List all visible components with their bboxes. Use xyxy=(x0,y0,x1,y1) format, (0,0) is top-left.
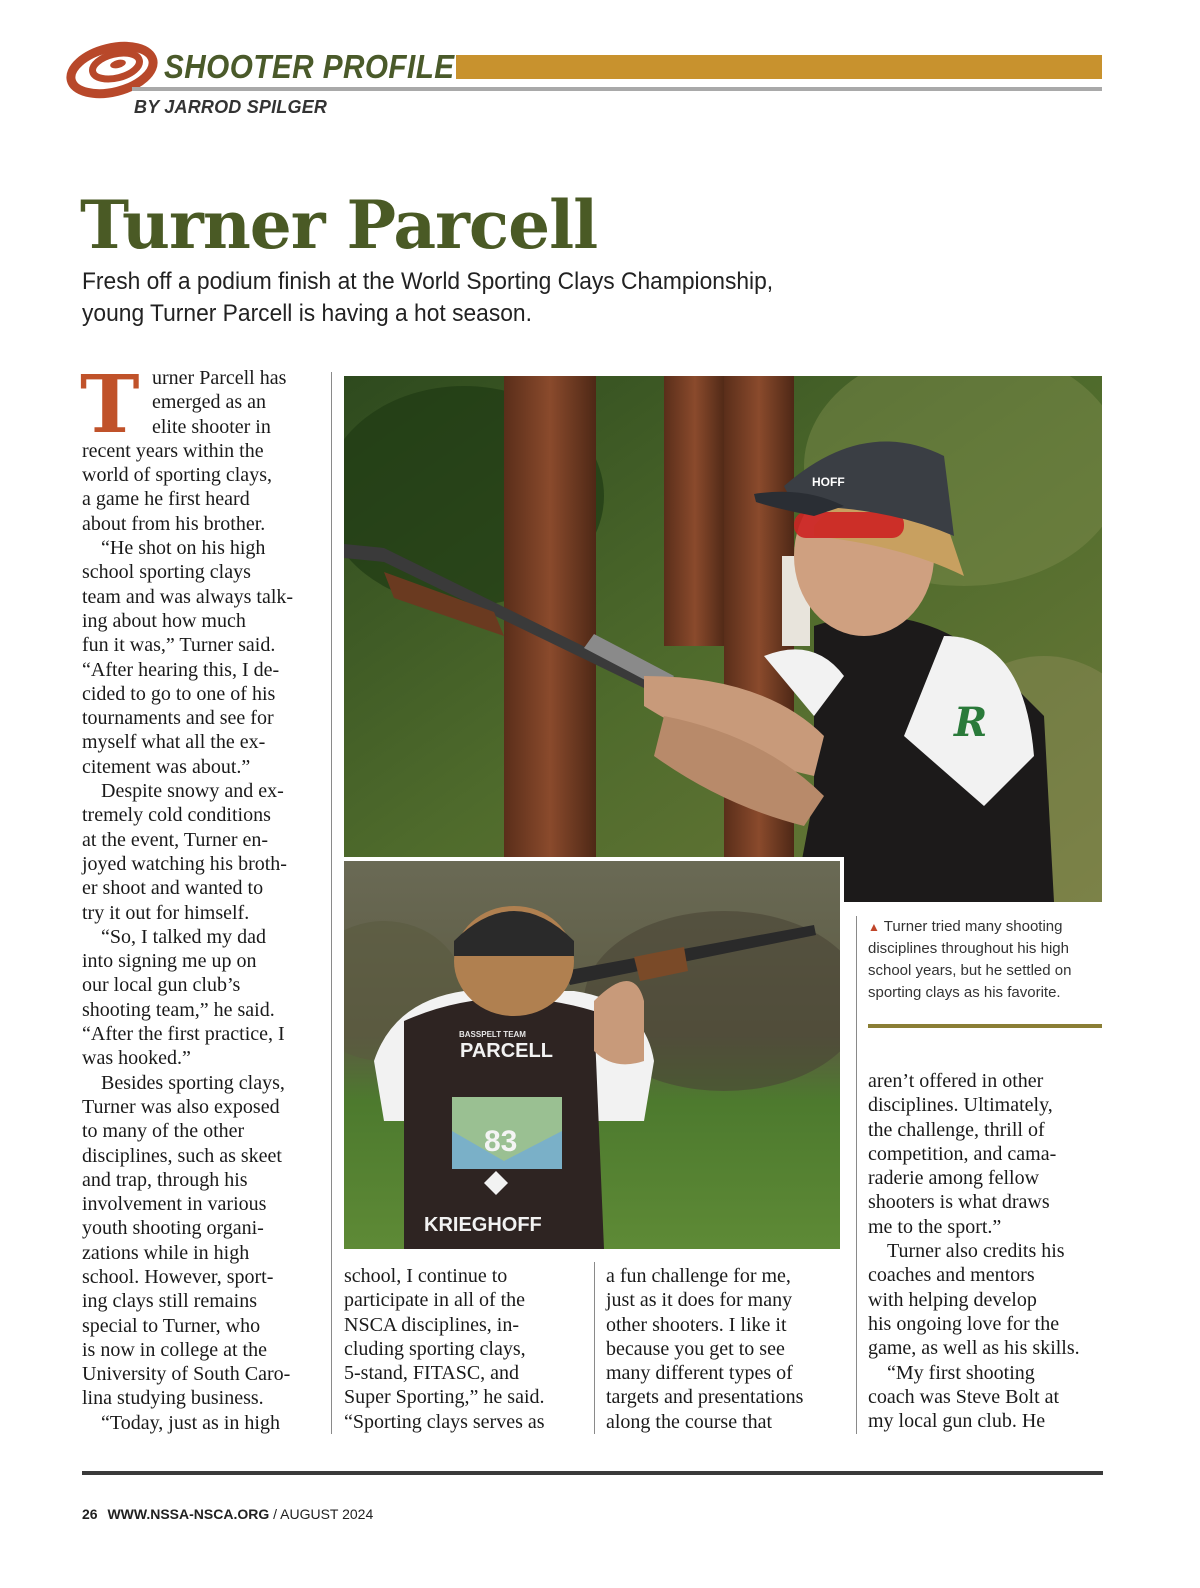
sleeve-logo: R xyxy=(954,699,988,746)
body-text-line: school. However, sport- xyxy=(82,1265,274,1288)
body-column-3 xyxy=(606,1264,846,1434)
body-text-line: about from his brother. xyxy=(82,512,266,535)
body-text-line: his ongoing love for the xyxy=(868,1312,1060,1335)
column-divider xyxy=(856,916,857,1434)
body-text-line: cided to go to one of his xyxy=(82,682,276,705)
jersey-team-text: BASSPELT TEAM xyxy=(459,1030,526,1039)
body-text-line: aren’t offered in other xyxy=(868,1070,1044,1092)
issue-date: / AUGUST 2024 xyxy=(273,1506,374,1522)
body-text-line: emerged as an xyxy=(152,391,267,414)
body-text-line: tremely cold conditions xyxy=(82,804,271,827)
body-text-line: raderie among fellow xyxy=(868,1167,1040,1190)
body-text-line: world of sporting clays, xyxy=(82,464,272,487)
body-text-line: many different types of xyxy=(606,1362,793,1385)
body-text-line: a fun challenge for me, xyxy=(606,1265,791,1287)
byline: BY JARROD SPILGER xyxy=(134,97,328,117)
body-text-line: tournaments and see for xyxy=(82,707,274,730)
body-text-line: school, I continue to xyxy=(344,1265,508,1287)
bib-number: 83 xyxy=(484,1125,518,1158)
body-text-line: er shoot and wanted to xyxy=(82,877,264,900)
body-text-line: University of South Caro- xyxy=(82,1363,291,1386)
body-text-line: because you get to see xyxy=(606,1337,785,1360)
body-text-line: urner Parcell has xyxy=(152,367,287,389)
body-text-line: citement was about.” xyxy=(82,755,251,778)
body-text-line: joyed watching his broth- xyxy=(82,852,287,875)
body-text-line: Super Sporting,” he said. xyxy=(344,1386,545,1409)
body-text-line: shooting team,” he said. xyxy=(82,998,275,1021)
caption-text: Turner tried many shooting disciplines throughout his high school years, but he settled on sporting clays as his favorite. xyxy=(868,918,1072,1001)
body-column-1 xyxy=(80,357,322,1435)
body-text-line: the challenge, thrill of xyxy=(868,1118,1045,1141)
body-text-line: involvement in various xyxy=(82,1193,267,1216)
body-text-line: is now in college at the xyxy=(82,1338,267,1361)
body-text-line: cluding sporting clays, xyxy=(344,1337,526,1360)
body-text-line: targets and presentations xyxy=(606,1386,804,1409)
photo-caption xyxy=(868,916,1098,1004)
section-title: SHOOTER PROFILE xyxy=(164,48,455,85)
body-text-line: “My first shooting xyxy=(887,1361,1035,1384)
body-text-line: our local gun club’s xyxy=(82,974,241,997)
body-text-line: “After hearing this, I de- xyxy=(82,658,280,681)
body-text-line: ing clays still remains xyxy=(82,1290,257,1313)
body-text-line: to many of the other xyxy=(82,1120,245,1143)
body-text-line: school sporting clays xyxy=(82,561,251,584)
body-text-line: “Today, just as in high xyxy=(101,1411,280,1434)
header-rule xyxy=(132,87,1102,91)
body-text-line: youth shooting organi- xyxy=(82,1217,264,1240)
column-divider xyxy=(594,1262,595,1434)
body-text-line: at the event, Turner en- xyxy=(82,828,269,851)
body-text-line: myself what all the ex- xyxy=(82,731,266,754)
body-text-line: ing about how much xyxy=(82,609,246,632)
column-divider xyxy=(331,372,332,1434)
body-text-line: just as it does for many xyxy=(606,1289,793,1312)
jersey-brand: KRIEGHOFF xyxy=(424,1214,542,1236)
body-text-line: other shooters. I like it xyxy=(606,1313,787,1336)
header-accent-bar xyxy=(456,55,1102,79)
body-text-line: zations while in high xyxy=(82,1241,250,1264)
body-text-line: me to the sport.” xyxy=(868,1215,1002,1238)
body-text-line: fun it was,” Turner said. xyxy=(82,634,276,657)
body-column-4 xyxy=(868,1069,1108,1433)
body-text-line: Turner was also exposed xyxy=(82,1095,280,1118)
body-text-line: disciplines. Ultimately, xyxy=(868,1094,1053,1117)
body-text-line: special to Turner, who xyxy=(82,1314,261,1337)
body-text-line: my local gun club. He xyxy=(868,1410,1046,1433)
body-text-line: competition, and cama- xyxy=(868,1142,1057,1165)
body-text-line: Turner also credits his xyxy=(887,1240,1065,1263)
body-text-line: elite shooter in xyxy=(152,415,271,438)
body-text-line: into signing me up on xyxy=(82,950,257,973)
body-text-line: with helping develop xyxy=(868,1288,1037,1311)
body-text-line: “So, I talked my dad xyxy=(101,925,266,948)
drop-cap: T xyxy=(80,357,140,451)
photo-shooter-back xyxy=(344,857,844,1249)
body-text-line: recent years within the xyxy=(82,439,264,462)
body-text-line: a game he first heard xyxy=(82,488,250,511)
body-text-line: Besides sporting clays, xyxy=(101,1071,285,1094)
clay-target-logo-icon xyxy=(66,40,158,102)
triangle-up-icon: ▲ xyxy=(868,920,880,934)
body-text-line: coaches and mentors xyxy=(868,1264,1035,1287)
jersey-name: PARCELL xyxy=(460,1040,553,1062)
body-text-line: coach was Steve Bolt at xyxy=(868,1385,1060,1408)
page-footer xyxy=(82,1506,373,1522)
body-text-line: and trap, through his xyxy=(82,1168,248,1191)
footer-rule xyxy=(82,1471,1103,1475)
body-text-line: game, as well as his skills. xyxy=(868,1337,1080,1360)
body-text-line: disciplines, such as skeet xyxy=(82,1144,282,1167)
body-column-2 xyxy=(344,1264,584,1434)
article-title: Turner Parcell xyxy=(80,186,598,264)
body-text-line: team and was always talk- xyxy=(82,585,294,608)
article-deck: Fresh off a podium finish at the World Sporting Clays Championship, young Turner Parcell is having a hot season. xyxy=(82,268,774,327)
body-text-line: Despite snowy and ex- xyxy=(101,780,284,803)
body-text-line: shooters is what draws xyxy=(868,1191,1050,1214)
body-text-line: lina studying business. xyxy=(82,1387,264,1410)
body-text-line: “After the first practice, I xyxy=(82,1023,285,1046)
body-text-line: participate in all of the xyxy=(344,1289,526,1312)
body-text-line: “Sporting clays serves as xyxy=(344,1410,545,1433)
body-text-line: was hooked.” xyxy=(82,1047,191,1070)
page-number: 26 xyxy=(82,1506,98,1522)
website-link[interactable]: WWW.NSSA-NSCA.ORG xyxy=(107,1506,270,1522)
body-text-line: try it out for himself. xyxy=(82,901,250,924)
body-text-line: “He shot on his high xyxy=(101,537,266,560)
photo-shooter-aiming xyxy=(344,376,1102,902)
body-text-line: along the course that xyxy=(606,1410,773,1433)
body-text-line: NSCA disciplines, in- xyxy=(344,1313,520,1336)
body-text-line: 5-stand, FITASC, and xyxy=(344,1362,520,1385)
cap-logo-text: HOFF xyxy=(812,475,845,489)
caption-rule xyxy=(868,1024,1102,1028)
